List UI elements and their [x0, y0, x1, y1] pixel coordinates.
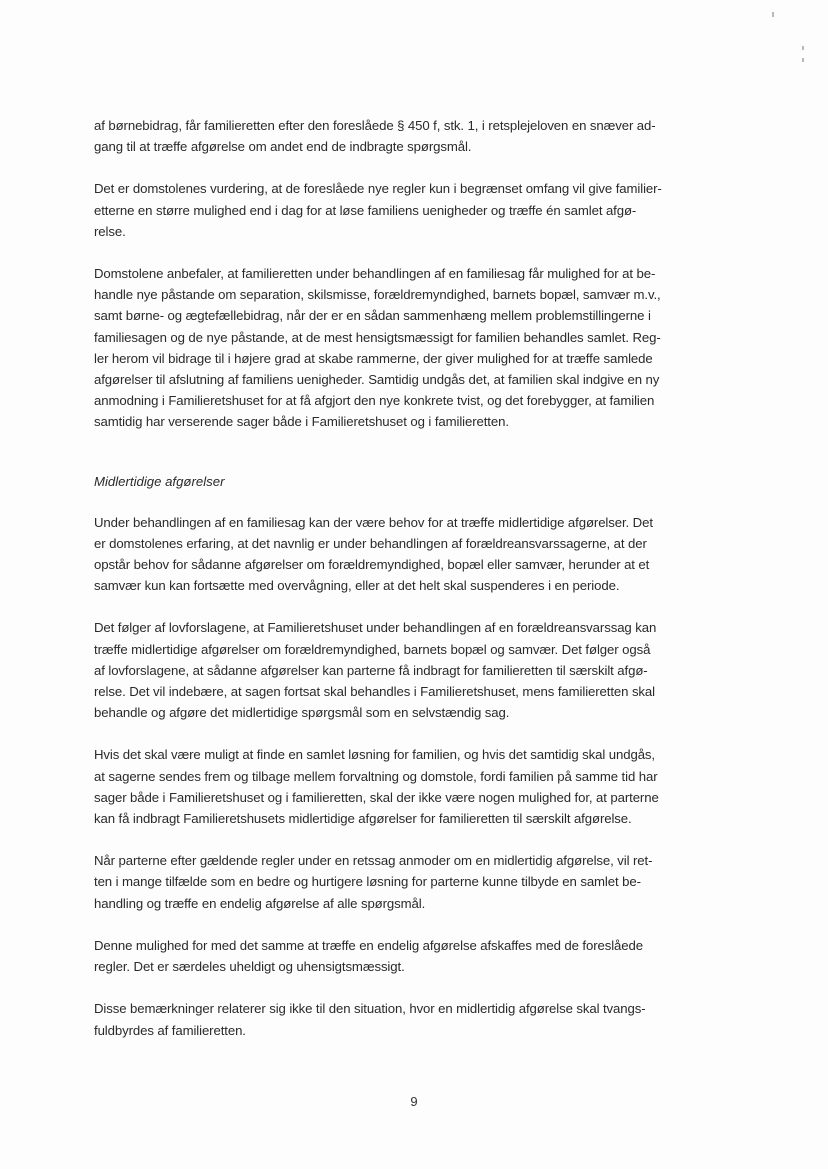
paragraph-line: Denne mulighed for med det samme at træffe en endelig afgørelse afskaffes med de foreslåede: [94, 937, 643, 953]
paragraph-line: relse. Det vil indebære, at sagen fortsat skal behandles i Familieretshuset, mens familieretten skal: [94, 684, 655, 700]
paragraph-line: ten i mange tilfælde som en bedre og hurtigere løsning for parterne kunne tilbyde en samlet be-: [94, 874, 641, 890]
paragraph-line: ler herom vil bidrage til i højere grad at skabe rammerne, der giver mulighed for at træffe samlede: [94, 350, 653, 366]
scan-artifact: [802, 46, 804, 50]
paragraph-line: sager både i Familieretshuset og i familieretten, skal der ikke være nogen mulighed for, at parterne: [94, 789, 659, 805]
paragraph-line: samvær kun kan fortsætte med overvågning, eller at det helt skal suspenderes i en periode.: [94, 578, 620, 594]
paragraph: [94, 935, 744, 977]
document-body: [94, 115, 744, 1062]
scan-artifact: [772, 12, 774, 17]
paragraph-line: af børnebidrag, får familieretten efter den foreslåede § 450 f, stk. 1, i retsplejeloven en snæver ad-: [94, 118, 656, 133]
paragraph-line: Når parterne efter gældende regler under en retssag anmoder om en midlertidig afgørelse, vil ret-: [94, 853, 653, 869]
paragraph-line: samtidig har verserende sager både i Familieretshuset og i familieretten.: [94, 414, 509, 430]
paragraph: [94, 512, 744, 597]
paragraph-line: at sagerne sendes frem og tilbage mellem forvaltning og domstole, fordi familien på samme tid har: [94, 768, 658, 784]
paragraph-line: kan få indbragt Familieretshusets midlertidige afgørelser for familieretten til særskilt afgørelse.: [94, 811, 632, 827]
paragraph-line: familiesagen og de nye påstande, at de mest hensigtsmæssigt for familien behandles samlet. Reg-: [94, 329, 661, 345]
paragraph-line: etterne en større mulighed end i dag for at løse familiens uenigheder og træffe én samlet afgø-: [94, 202, 637, 218]
paragraph-line: Det er domstolenes vurdering, at de foreslåede nye regler kun i begrænset omfang vil give familier-: [94, 181, 662, 197]
scan-artifact: [802, 58, 804, 62]
paragraph-line: af lovforslagene, at sådanne afgørelser kan parterne få indbragt for familieretten til særskilt afgø-: [94, 662, 648, 678]
paragraph-line: handling og træffe en endelig afgørelse af alle spørgsmål.: [94, 895, 426, 911]
paragraph-line: opstår behov for sådanne afgørelser om forældremyndighed, bopæl eller samvær, herunder at et: [94, 557, 650, 573]
paragraph: [94, 744, 744, 829]
paragraph-line: samt børne- og ægtefællebidrag, når der er en sådan sammenhæng mellem problemstillingerne i: [94, 308, 651, 324]
paragraph-line: Hvis det skal være muligt at finde en samlet løsning for familien, og hvis det samtidig skal undgås,: [94, 747, 655, 763]
paragraph-line: gang til at træffe afgørelse om andet end de indbragte spørgsmål.: [94, 139, 472, 155]
paragraph: [94, 850, 744, 914]
section-heading: Midlertidige afgørelser: [94, 473, 225, 489]
paragraph-line: Disse bemærkninger relaterer sig ikke til den situation, hvor en midlertidig afgørelse skal tvangs-: [94, 1001, 646, 1017]
paragraph: [94, 617, 744, 723]
paragraph-line: Under behandlingen af en familiesag kan der være behov for at træffe midlertidige afgørelser. Det: [94, 514, 653, 530]
paragraph-line: relse.: [94, 223, 126, 239]
paragraph-line: fuldbyrdes af familieretten.: [94, 1022, 246, 1038]
page-number: 9: [410, 1094, 418, 1109]
paragraph-line: træffe midlertidige afgørelser om forældremyndighed, barnets bopæl og samvær. Det følger også: [94, 641, 651, 657]
paragraph: [94, 998, 744, 1040]
paragraph-line: afgørelser til afslutning af familiens uenigheder. Samtidig undgås det, at familien skal indgive en ny: [94, 372, 660, 388]
paragraph-line: Det følger af lovforslagene, at Familieretshuset under behandlingen af en forældreansvarssag kan: [94, 620, 657, 636]
paragraph-line: er domstolenes erfaring, at det navnlig er under behandlingen af forældreansvarssagerne, at der: [94, 535, 647, 551]
paragraph: [94, 178, 744, 242]
paragraph: [94, 115, 744, 157]
paragraph-group-bottom: [94, 512, 744, 1041]
paragraph: [94, 263, 744, 433]
paragraph-line: Domstolene anbefaler, at familieretten under behandlingen af en familiesag får mulighed for at be-: [94, 266, 656, 282]
paragraph-line: handle nye påstande om separation, skilsmisse, forældremyndighed, barnets bopæl, samvær m.v.,: [94, 287, 661, 303]
paragraph-group-top: [94, 115, 744, 433]
paragraph-line: behandle og afgøre det midlertidige spørgsmål som en selvstændig sag.: [94, 705, 510, 721]
paragraph-line: anmodning i Familieretshuset for at få afgjort den nye konkrete tvist, og det forebygger, at familien: [94, 393, 655, 409]
paragraph-line: regler. Det er særdeles uheldigt og uhensigtsmæssigt.: [94, 959, 405, 975]
